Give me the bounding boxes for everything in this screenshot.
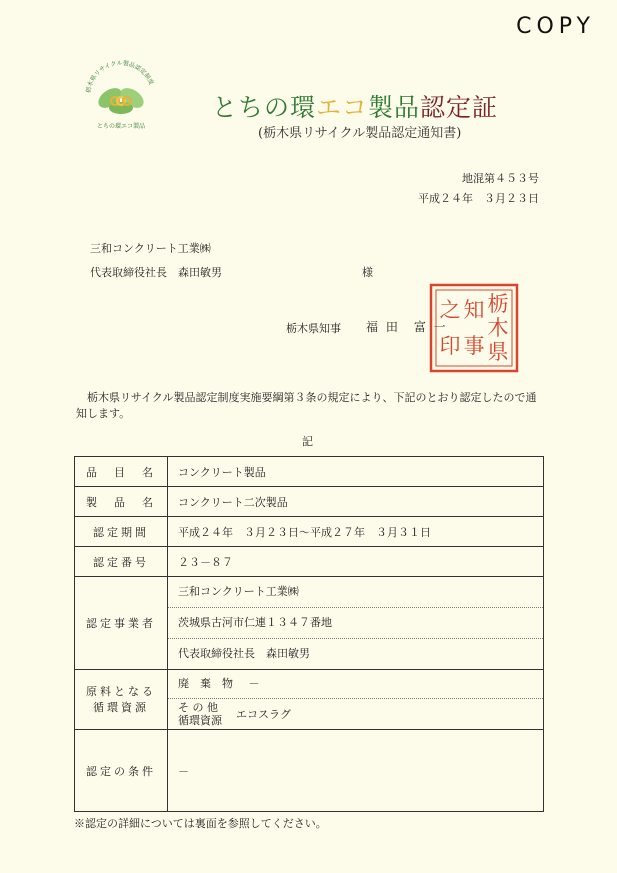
business-address: 茨城県古河市仁連１３４７番地 [168, 608, 543, 639]
product-name-label: 製 品 名 [75, 487, 168, 517]
table-row [75, 517, 544, 547]
table-row [75, 457, 544, 487]
raw-materials-label-line2: 循環資源 [93, 700, 149, 714]
seal-character: 之 [439, 298, 461, 322]
other-label-line2: 循環資源 [178, 714, 222, 727]
raw-materials-label [75, 670, 168, 730]
recipient-honorific: 様 [362, 266, 373, 279]
cert-number-label: 認定番号 [75, 547, 168, 577]
conditions-label: 認定の条件 [75, 730, 168, 812]
other-label-line1: そ の 他 [178, 701, 218, 714]
seal-character: 木 [487, 316, 509, 340]
cert-number-value: ２３－８７ [168, 547, 544, 577]
certificate-title [212, 88, 498, 124]
eco-product-logo [82, 56, 160, 134]
footnote: ※認定の詳細については裏面を参照してください。 [74, 817, 327, 830]
period-value: 平成２４年 ３月２３日～平成２７年 ３月３１日 [168, 517, 544, 547]
product-name-value: コンクリート二次製品 [168, 487, 544, 517]
waste-value: － [248, 677, 260, 690]
period-label: 認定期間 [75, 517, 168, 547]
raw-materials-cell [168, 670, 544, 730]
ki-label: 記 [302, 435, 313, 448]
seal-character: 事 [463, 334, 485, 358]
document-date: 平成２４年 ３月２３日 [418, 192, 539, 205]
other-resources-line [168, 699, 543, 729]
issuer-name: 福 田 富 一 [366, 320, 448, 334]
table-row [75, 577, 544, 670]
product-type-label: 品 目 名 [75, 457, 168, 487]
seal-character: 印 [439, 334, 461, 358]
table-row [75, 730, 544, 812]
recipient-representative: 代表取締役社長 森田敏男 [90, 266, 222, 279]
business-company: 三和コンクリート工業㈱ [168, 577, 543, 608]
title-part-seihin: 製品 [368, 93, 421, 122]
table-row [75, 547, 544, 577]
document-number: 地混第４５３号 [462, 172, 539, 185]
certificate-subtitle: (栃木県リサイクル製品認定通知書) [258, 126, 462, 141]
raw-materials-label-line1: 原料となる [86, 684, 156, 698]
seal-character: 県 [487, 340, 509, 364]
certified-business-cell [168, 577, 544, 670]
waste-line [168, 670, 543, 699]
seal-character: 栃 [487, 292, 509, 316]
copy-mark: COPY [516, 14, 595, 39]
conditions-value: － [168, 730, 544, 812]
table-row [75, 487, 544, 517]
product-type-value: コンクリート製品 [168, 457, 544, 487]
table-row [75, 670, 544, 730]
title-part-tochinowa: とちの環 [212, 93, 317, 122]
recipient-company: 三和コンクリート工業㈱ [90, 242, 211, 255]
other-resources-value: エコスラグ [236, 708, 291, 721]
svg-text:栃木県リサイクル製品認定制度 [84, 59, 156, 93]
other-resources-label [178, 701, 222, 727]
logo-bottom-text: とちの環エコ製品 [96, 123, 146, 130]
seal-character: 知 [463, 298, 485, 322]
certified-business-label: 認定事業者 [75, 577, 168, 670]
title-part-eco: エコ [316, 93, 369, 122]
logo-arc-text: 栃木県リサイクル製品認定制度 [85, 59, 155, 94]
certification-table [74, 456, 544, 812]
notification-body: 栃木県リサイクル製品認定制度実施要綱第３条の規定により、下記のとおり認定したので通知します。 [76, 391, 537, 420]
title-part-ninteisho: 認定証 [420, 93, 499, 122]
waste-label: 廃 棄 物 [178, 677, 233, 690]
business-representative: 代表取締役社長 森田敏男 [178, 647, 310, 660]
issuer-title: 栃木県知事 [286, 322, 341, 335]
